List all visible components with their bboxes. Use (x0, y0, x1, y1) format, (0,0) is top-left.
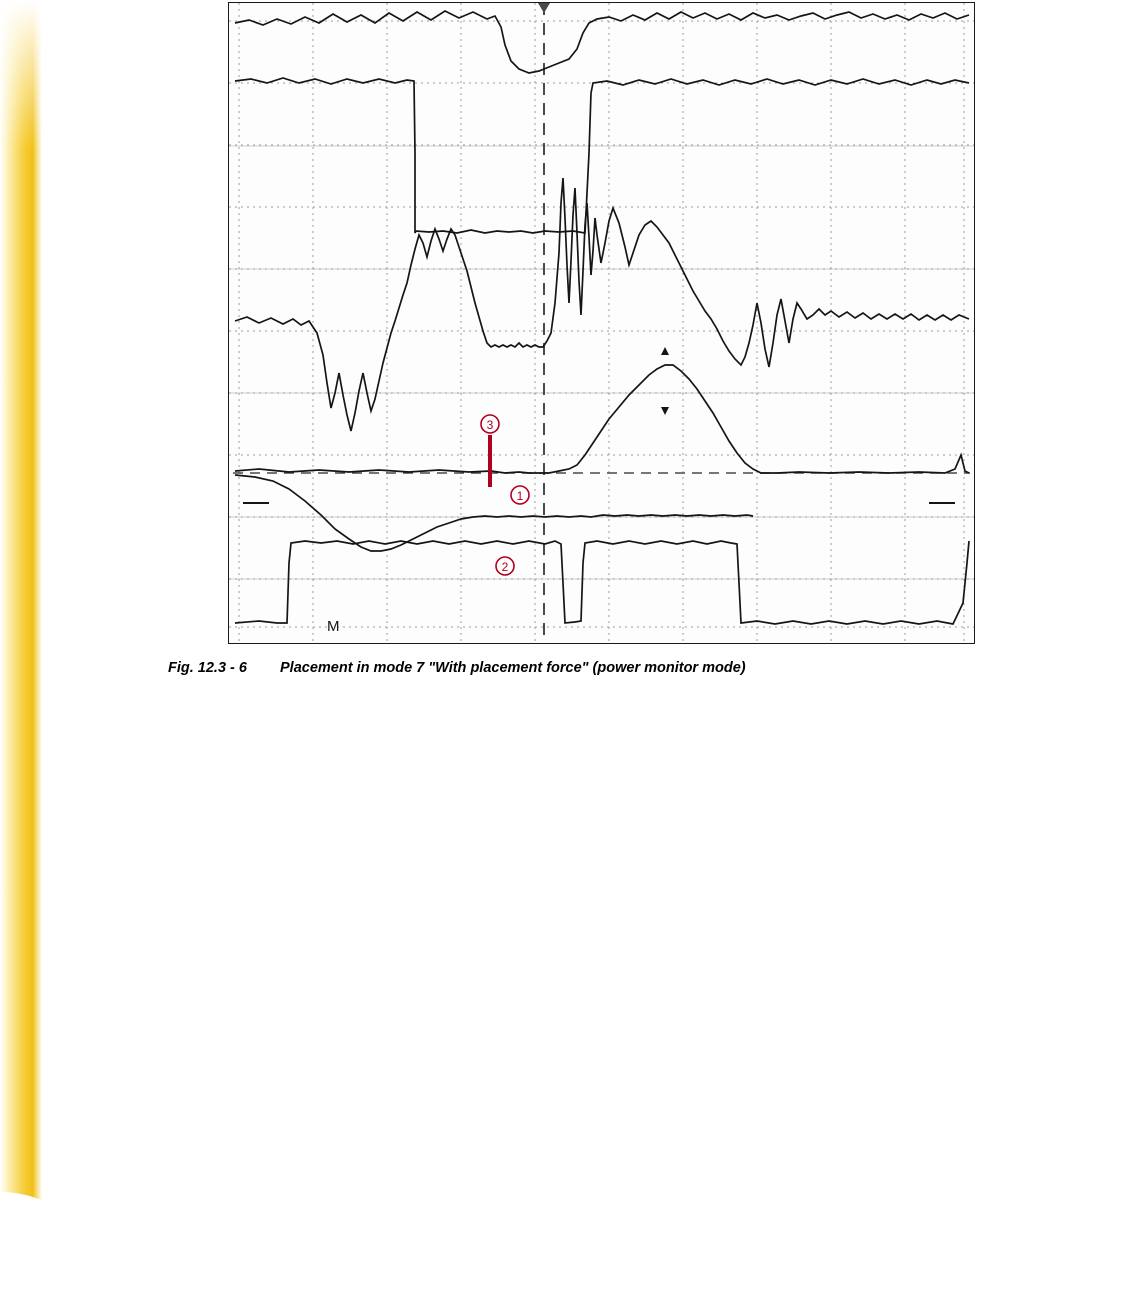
trace-digital-high (235, 78, 969, 233)
annotation-2-label: 2 (501, 560, 509, 574)
grid-lines (229, 3, 974, 643)
annotation-3-label: 3 (486, 418, 494, 432)
scope-screen (229, 3, 974, 643)
figure-caption (168, 660, 988, 676)
trace-force (235, 365, 969, 473)
oscilloscope-figure (228, 2, 975, 644)
trace-top-analog (235, 11, 969, 73)
annotation-1-label: 1 (516, 489, 524, 503)
grid-major (229, 146, 974, 579)
trace-cursor-arrows (661, 347, 669, 415)
memory-indicator: M (327, 618, 340, 635)
figure-title: Placement in mode 7 "With placement force" (power monitor mode) (280, 660, 746, 676)
trace-lower-digital (235, 541, 969, 624)
cursor-marker-top (538, 3, 550, 13)
figure-number: Fig. 12.3 - 6 (168, 660, 247, 676)
